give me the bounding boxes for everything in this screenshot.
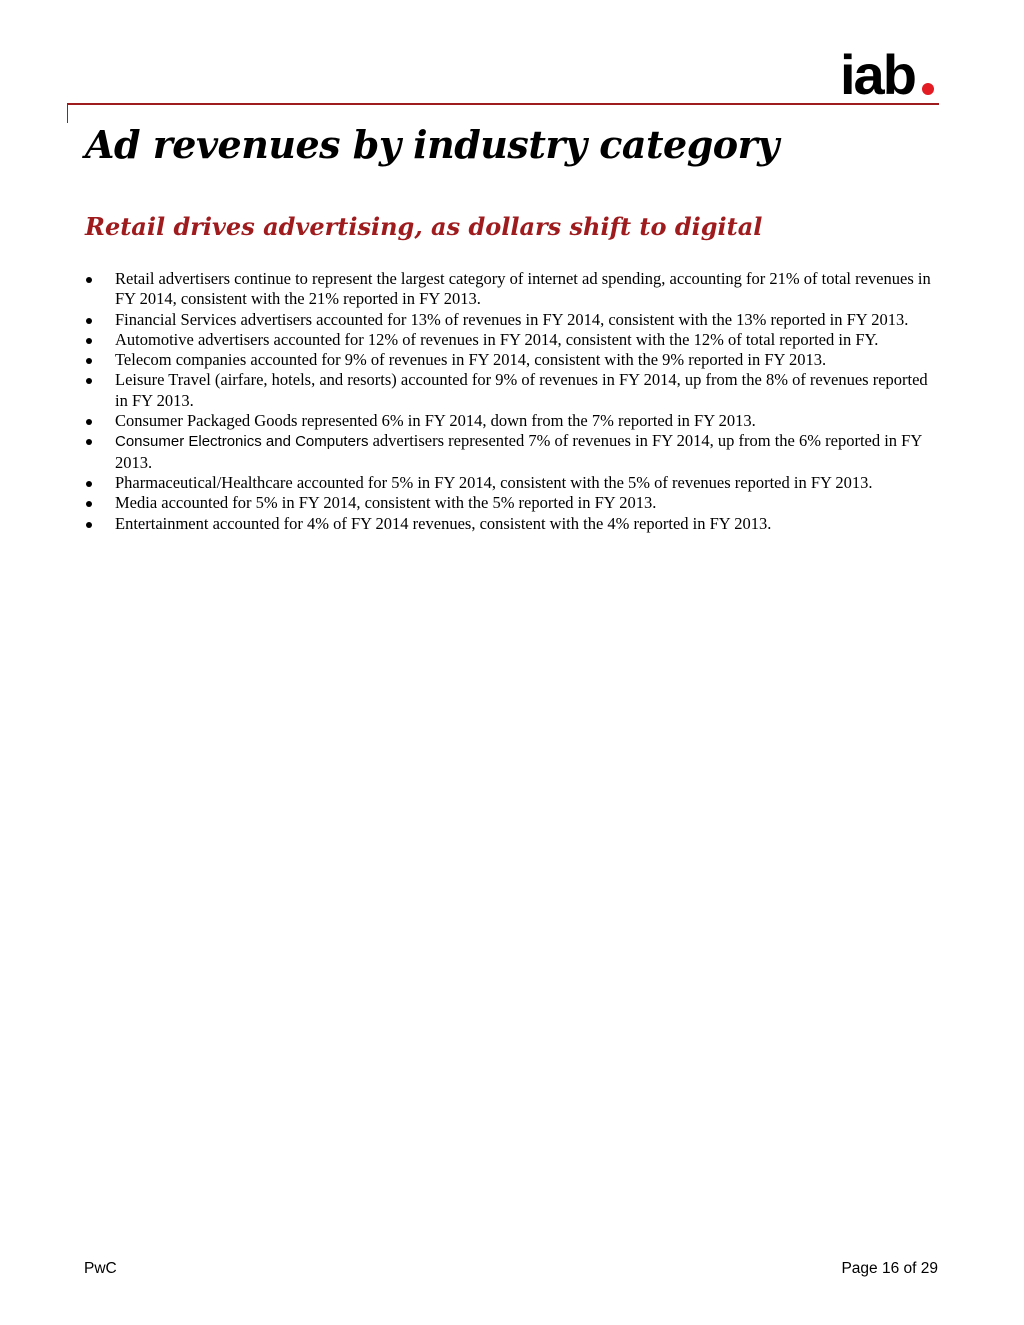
- bullet-item: Retail advertisers continue to represent the largest category of internet ad spending, accounting for 21% of total revenues in FY 2014, consistent with the 21% reported in FY 2013.: [85, 269, 941, 310]
- bullet-dot: [86, 338, 92, 344]
- bullet-item: Leisure Travel (airfare, hotels, and resorts) accounted for 9% of revenues in FY 2014, up from the 8% of revenues reported in FY 2013.: [85, 370, 941, 411]
- bullet-item: Telecom companies accounted for 9% of revenues in FY 2014, consistent with the 9% reported in FY 2013.: [85, 350, 941, 370]
- bullet-item: Consumer Packaged Goods represented 6% in FY 2014, down from the 7% reported in FY 2013.: [85, 411, 941, 431]
- bullet-item: Consumer Electronics and Computers advertisers represented 7% of revenues in FY 2014, up from the 6% reported in FY 2013.: [85, 431, 941, 473]
- bullet-item: Automotive advertisers accounted for 12% of revenues in FY 2014, consistent with the 12% of total reported in FY.: [85, 330, 941, 350]
- iab-logo-dot: [922, 83, 934, 95]
- bullet-dot: [86, 522, 92, 528]
- header-rule-tick: [67, 103, 68, 123]
- bullet-list: [85, 269, 941, 534]
- bullet-dot: [86, 481, 92, 487]
- bullet-dot: [86, 318, 92, 324]
- bullet-item: Financial Services advertisers accounted for 13% of revenues in FY 2014, consistent with the 13% reported in FY 2013.: [85, 310, 941, 330]
- iab-logo-text: iab: [840, 46, 915, 98]
- bullet-item: Pharmaceutical/Healthcare accounted for 5% in FY 2014, consistent with the 5% of revenues reported in FY 2013.: [85, 473, 941, 493]
- bullet-dot: [86, 419, 92, 425]
- bullet-dot: [86, 439, 92, 445]
- bullet-dot: [86, 358, 92, 364]
- bullet-item: Entertainment accounted for 4% of FY 2014 revenues, consistent with the 4% reported in FY 2013.: [85, 514, 941, 534]
- footer-company: PwC: [84, 1260, 117, 1277]
- footer-page-number: Page 16 of 29: [841, 1260, 938, 1277]
- bullet-dot: [86, 277, 92, 283]
- page-title: Ad revenues by industry category: [85, 122, 779, 167]
- section-subtitle: Retail drives advertising, as dollars shift to digital: [85, 212, 763, 241]
- bullet-lead-text: Consumer Electronics and Computers: [115, 433, 369, 451]
- iab-logo: [840, 46, 940, 98]
- bullet-item: Media accounted for 5% in FY 2014, consistent with the 5% reported in FY 2013.: [85, 493, 941, 513]
- bullet-dot: [86, 378, 92, 384]
- header-rule: [67, 103, 939, 105]
- bullet-dot: [86, 501, 92, 507]
